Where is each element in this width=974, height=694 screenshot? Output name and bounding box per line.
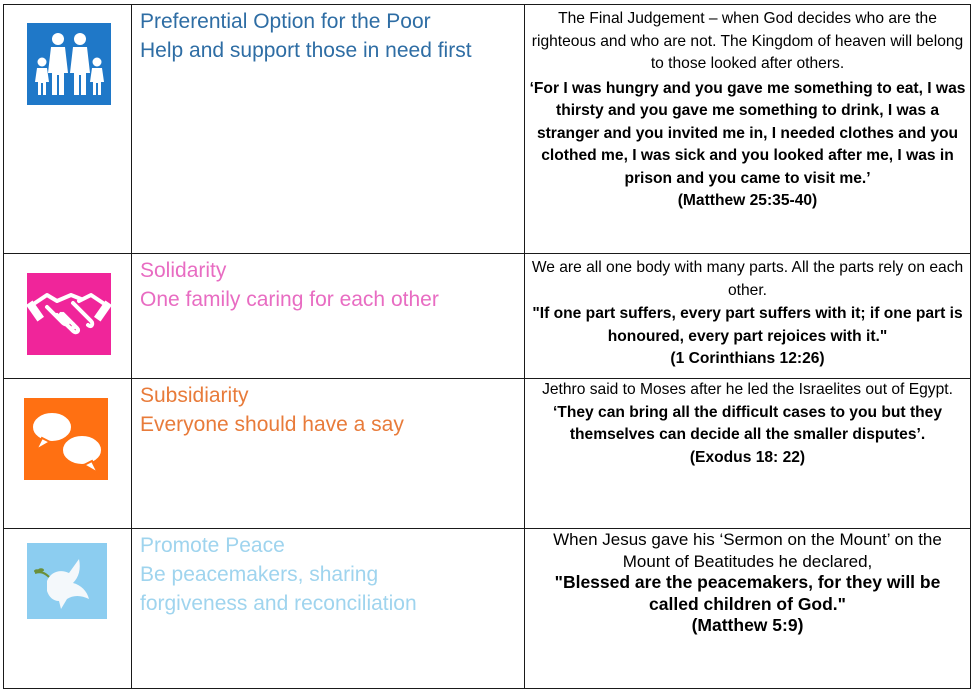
icon-cell [4, 5, 132, 254]
dove-icon [27, 543, 107, 619]
table-row [4, 5, 971, 254]
principle-heading: Subsidiarity [140, 384, 249, 407]
principle-cell [132, 529, 525, 689]
scripture-quote: ‘For I was hungry and you gave me something to eat, I was thirsty and you gave me something to drink, I was a stranger and you invited me in, I needed clothes and you clothed me, I was sick and you looked after me, I was in prison and you came to visit me.’ [529, 79, 966, 187]
principle-subheading: One family caring for each other [140, 288, 439, 311]
table-row [4, 529, 971, 689]
scripture-cell [525, 254, 971, 379]
scripture-intro: We are all one body with many parts. All the parts rely on each other. [531, 259, 964, 299]
family-icon [27, 23, 111, 105]
principle-heading: Solidarity [140, 259, 227, 282]
scripture-cell [525, 5, 971, 254]
principle-heading: Promote Peace [140, 534, 285, 557]
scripture-intro: The Final Judgement – when God decides who are the righteous and who are not. The Kingdom of heaven will belong to those looked after others. [531, 10, 964, 72]
table-row [4, 379, 971, 529]
icon-cell [4, 529, 132, 689]
table-row [4, 254, 971, 379]
scripture-quote: ‘They can bring all the difficult cases to you but they themselves can decide all the smaller disputes’. [552, 403, 943, 443]
scripture-quote: "Blessed are the peacemakers, for they will be called children of God." [554, 572, 941, 614]
speech-bubbles-icon [24, 398, 108, 480]
principle-subheading: Everyone should have a say [140, 413, 404, 436]
principle-subheading: Be peacemakers, sharing forgiveness and reconciliation [140, 563, 417, 615]
principle-cell [132, 5, 525, 254]
scripture-reference: (Matthew 5:9) [691, 615, 804, 635]
icon-cell [4, 254, 132, 379]
icon-cell [4, 379, 132, 529]
scripture-reference: (Exodus 18: 22) [689, 448, 806, 466]
scripture-reference: (1 Corinthians 12:26) [670, 350, 825, 367]
scripture-quote: "If one part suffers, every part suffers with it; if one part is honoured, every part rejoices with it." [532, 305, 963, 345]
principle-subheading: Help and support those in need first [140, 39, 472, 62]
principles-table [3, 4, 971, 689]
principle-cell [132, 379, 525, 529]
principle-cell [132, 254, 525, 379]
scripture-intro: Jethro said to Moses after he led the Israelites out of Egypt. [542, 381, 953, 398]
principle-heading: Preferential Option for the Poor [140, 10, 431, 33]
scripture-cell [525, 379, 971, 529]
scripture-reference: (Matthew 25:35-40) [677, 192, 818, 209]
handshake-icon [27, 273, 111, 355]
scripture-cell [525, 529, 971, 689]
scripture-intro: When Jesus gave his ‘Sermon on the Mount’ on the Mount of Beatitudes he declared, [553, 530, 942, 571]
